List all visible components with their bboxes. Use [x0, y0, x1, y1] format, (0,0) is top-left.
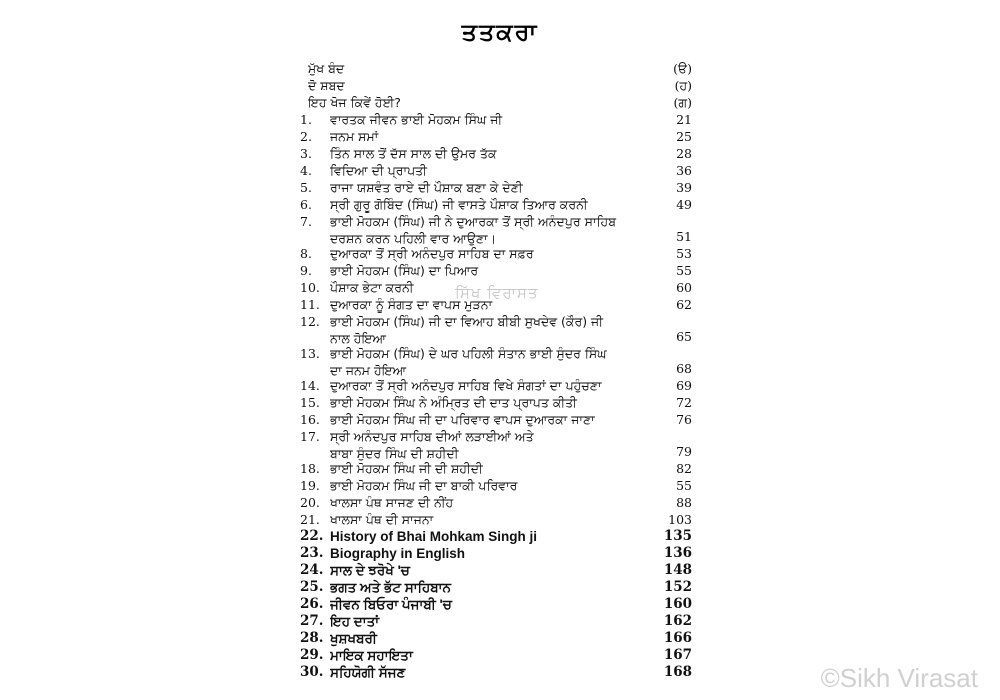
- toc-entry-title: [330, 213, 678, 247]
- toc-entry-page: 135: [663, 528, 692, 544]
- toc-entry-number: 12.: [300, 314, 320, 329]
- page-title: ਤਤਕਰਾ: [461, 18, 539, 46]
- toc-entry-number: 13.: [300, 346, 320, 361]
- toc-entry-title-line: ਖਾਲਸਾ ਪੰਥ ਸਾਜਣ ਦੀ ਨੀਂਹ: [330, 495, 454, 510]
- toc-entry-title: [330, 179, 678, 196]
- toc-entry: [300, 245, 700, 262]
- toc-entry: [300, 60, 700, 77]
- toc-entry: [300, 494, 700, 511]
- toc-entry: [300, 647, 700, 664]
- toc-entry-page: 60: [676, 280, 692, 295]
- toc-entry-title-line: ਦੁਆਰਕਾ ਨੂੰ ਸੰਗਤ ਦਾ ਵਾਪਸ ਮੁੜਨਾ: [330, 297, 493, 312]
- toc-entry: [300, 145, 700, 162]
- toc-entry-number: 24.: [300, 562, 324, 578]
- watermark-copyright: ©Sikh Virasat: [820, 663, 978, 693]
- toc-entry-title: [330, 411, 678, 428]
- toc-entry-title: [330, 545, 678, 562]
- toc-entry: [300, 562, 700, 579]
- toc-entry-title-line: ਮਾਇਕ ਸਹਾਇਤਾ: [330, 648, 413, 663]
- toc-entry-title: [330, 313, 678, 347]
- toc-entry-page: 72: [676, 395, 692, 410]
- toc-entry-page: 55: [676, 263, 692, 278]
- toc-entry-title: [330, 477, 678, 494]
- toc-entry-title-line: ਜੀਵਨ ਬਿਓਰਾ ਪੰਜਾਬੀ 'ਚ: [330, 597, 452, 612]
- toc-entry-number: 25.: [300, 579, 324, 595]
- toc-entry-page: (ੳ): [673, 61, 692, 76]
- toc-entry-page: 167: [663, 647, 692, 663]
- toc-entry-page: 160: [663, 596, 692, 612]
- toc-entry-page: (ਗ): [673, 95, 692, 110]
- toc-entry-title: [330, 664, 678, 681]
- toc-entry-page: 55: [676, 478, 692, 493]
- toc-entry: [300, 545, 700, 562]
- toc-entry-number: 3.: [300, 146, 312, 161]
- toc-entry: [300, 428, 700, 460]
- toc-entry-title: [330, 262, 678, 279]
- toc-entry-title-line: ਭਾਈ ਮੋਹਕਮ ਸਿੰਘ ਜੀ ਦਾ ਪਰਿਵਾਰ ਵਾਪਸ ਦੁਆਰਕਾ ਜਾਣਾ: [330, 412, 595, 427]
- toc-entry-title-line: ਸ੍ਰੀ ਗੁਰੂ ਗੋਬਿੰਦ (ਸਿੰਘ) ਜੀ ਵਾਸਤੇ ਪੌਸ਼ਾਕ ਤਿਆਰ ਕਰਨੀ: [330, 197, 588, 212]
- toc-entry: [300, 196, 700, 213]
- toc-entry-page: 62: [676, 297, 692, 312]
- toc-entry-page: 168: [663, 664, 692, 680]
- toc-entry-title: [330, 579, 678, 596]
- toc-entry: [300, 460, 700, 477]
- toc-entry: [300, 77, 700, 94]
- toc-entry-number: 14.: [300, 378, 320, 393]
- toc-entry-page: 39: [676, 180, 692, 195]
- toc-entry: [300, 377, 700, 394]
- toc-entry-title: [330, 196, 678, 213]
- toc-entry-title: [308, 60, 678, 77]
- toc-entry-number: 21.: [300, 512, 320, 527]
- toc-entry-title: [330, 428, 678, 462]
- toc-entry-title: [330, 111, 678, 128]
- toc-entry-title-line: ਵਿਦਿਆ ਦੀ ਪ੍ਰਾਪਤੀ: [330, 163, 427, 178]
- toc-entry-page: (ਹ): [674, 78, 692, 93]
- toc-entry: [300, 664, 700, 681]
- toc-entry-page: 148: [663, 562, 692, 578]
- toc-entry-number: 26.: [300, 596, 324, 612]
- toc-entry-number: 23.: [300, 545, 324, 561]
- toc-entry-title: [330, 511, 678, 528]
- toc-entry-title-line: ਦਰਸ਼ਨ ਕਰਨ ਪਹਿਲੀ ਵਾਰ ਆਉਣਾ।: [330, 231, 497, 246]
- toc-entry-title: [330, 562, 678, 579]
- toc-entry-page: 136: [663, 545, 692, 561]
- toc-entry-title: [330, 145, 678, 162]
- toc-entry-page: 69: [676, 378, 692, 393]
- toc-entry: [300, 128, 700, 145]
- toc-entry-title-line: ਦੁਆਰਕਾ ਤੋਂ ਸ੍ਰੀ ਅਨੰਦਪੁਰ ਸਾਹਿਬ ਦਾ ਸਫ਼ਰ: [330, 246, 534, 261]
- watermark-center: ਸਿੱਖ ਵਿਰਾਸਤ: [455, 284, 539, 302]
- toc-entry-title: [330, 162, 678, 179]
- toc-entry-title-line: ਸਹਿਯੋਗੀ ਸੱਜਣ: [330, 665, 406, 680]
- toc-entry-number: 2.: [300, 129, 312, 144]
- toc-entry-number: 10.: [300, 280, 320, 295]
- toc-entry-title-line: ਭਾਈ ਮੋਹਕਮ (ਸਿੰਘ) ਦਾ ਪਿਆਰ: [330, 263, 479, 278]
- toc-entry: [300, 579, 700, 596]
- toc-entry-page: 76: [676, 412, 692, 427]
- toc-entry-title-line: ਤਿੰਨ ਸਾਲ ਤੋਂ ਦੱਸ ਸਾਲ ਦੀ ਉਮਰ ਤੱਕ: [330, 146, 497, 161]
- toc-entry-title-line: ਰਾਜਾ ਯਸ਼ਵੰਤ ਰਾਏ ਦੀ ਪੌਸ਼ਾਕ ਬਣਾ ਕੇ ਦੇਣੀ: [330, 180, 523, 195]
- toc-entry-page: 49: [676, 197, 692, 212]
- toc-entry-title-line: ਭਾਈ ਮੋਹਕਮ ਸਿੰਘ ਨੇ ਅੰਮ੍ਰਿਤ ਦੀ ਦਾਤ ਪ੍ਰਾਪਤ ਕੀਤੀ: [330, 395, 577, 410]
- toc-entry-title: [330, 647, 678, 664]
- toc-entry-number: 27.: [300, 613, 324, 629]
- toc-entry-title-line: ਭਾਈ ਮੋਹਕਮ ਸਿੰਘ ਜੀ ਦੀ ਸ਼ਹੀਦੀ: [330, 461, 483, 476]
- toc-entry-title-line: ਦਾ ਜਨਮ ਹੋਇਆ: [330, 363, 407, 378]
- toc-entry-title-line: ਦੋ ਸ਼ਬਦ: [308, 78, 345, 93]
- toc-entry-title-line: ਮੁੱਖ ਬੰਦ: [308, 61, 345, 76]
- toc-entry-page: 51: [676, 229, 692, 244]
- toc-entry-title-line: ਭਾਈ ਮੋਹਕਮ (ਸਿੰਘ) ਜੀ ਨੇ ਦੁਆਰਕਾ ਤੋਂ ਸ੍ਰੀ ਅਨੰਦਪੁਰ ਸਾਹਿਬ: [330, 214, 617, 229]
- toc-entry-number: 20.: [300, 495, 320, 510]
- toc-entry-title-line: ਜਨਮ ਸਮਾਂ: [330, 129, 379, 144]
- toc-entry: [300, 411, 700, 428]
- toc-entry: [300, 262, 700, 279]
- toc-entry-number: 17.: [300, 429, 320, 444]
- toc-entry-number: 18.: [300, 461, 320, 476]
- toc-entry-title: [330, 128, 678, 145]
- toc-entry-title: [330, 460, 678, 477]
- toc-entry-title-line: ਦੁਆਰਕਾ ਤੋਂ ਸ੍ਰੀ ਅਨੰਦਪੁਰ ਸਾਹਿਬ ਵਿਖੇ ਸੰਗਤਾਂ ਦਾ ਪਹੁੰਚਣਾ: [330, 378, 602, 393]
- toc-entry-number: 7.: [300, 214, 312, 229]
- toc-entry-title: [308, 77, 678, 94]
- toc-entry-number: 30.: [300, 664, 324, 680]
- toc-entry-page: 88: [676, 495, 692, 510]
- toc-entry-number: 19.: [300, 478, 320, 493]
- toc-entry: [300, 596, 700, 613]
- toc-entry: [300, 511, 700, 528]
- toc-entry-page: 103: [668, 512, 692, 527]
- toc-entry-number: 11.: [300, 297, 320, 312]
- toc-entry: [300, 630, 700, 647]
- toc-entry-page: 36: [676, 163, 692, 178]
- toc-entry-number: 9.: [300, 263, 312, 278]
- toc-entry-page: 53: [676, 246, 692, 261]
- toc-entry-page: 82: [676, 461, 692, 476]
- toc-entry-title-line: ਬਾਬਾ ਸੁੰਦਰ ਸਿੰਘ ਦੀ ਸ਼ਹੀਦੀ: [330, 446, 459, 461]
- toc-entry-page: 166: [663, 630, 692, 646]
- toc-entry: [300, 111, 700, 128]
- toc-entry: [300, 613, 700, 630]
- toc-entry-number: 6.: [300, 197, 312, 212]
- toc-entry: [300, 394, 700, 411]
- toc-entry: [300, 213, 700, 245]
- toc-entry-number: 22.: [300, 528, 324, 544]
- toc-entry-title-line: ਵਾਰਤਕ ਜੀਵਨ ਭਾਈ ਮੋਹਕਮ ਸਿੰਘ ਜੀ: [330, 112, 503, 127]
- toc-entry-title: [330, 394, 678, 411]
- toc-entry: [300, 477, 700, 494]
- toc-entry-title: [330, 377, 678, 394]
- toc-entry: [300, 313, 700, 345]
- toc-entry-title: [330, 494, 678, 511]
- toc-entry-title-line: ਇਹ ਦਾਤਾਂ: [330, 614, 380, 629]
- toc-entry-number: 28.: [300, 630, 324, 646]
- toc-entry: [300, 179, 700, 196]
- toc-entry-page: 68: [676, 361, 692, 376]
- toc-entry-title: [330, 528, 678, 545]
- toc-entry-title: [330, 613, 678, 630]
- toc-entry-title-line: History of Bhai Mohkam Singh ji: [330, 529, 538, 544]
- toc-entry-number: 1.: [300, 112, 312, 127]
- toc-entry: [300, 162, 700, 179]
- toc-entry-title: [330, 596, 678, 613]
- toc-entry-title-line: Biography in English: [330, 546, 466, 561]
- toc-entry-number: 8.: [300, 246, 312, 261]
- toc-entry-title-line: ਭਗਤ ਅਤੇ ਭੱਟ ਸਾਹਿਬਾਨ: [330, 580, 451, 595]
- toc-entry-title-line: ਪੌਸ਼ਾਕ ਭੇਟਾ ਕਰਨੀ: [330, 280, 414, 295]
- toc-entry-title-line: ਸਾਲ ਦੇ ਝਰੋਖੇ 'ਚ: [330, 563, 410, 578]
- toc-entry: [300, 345, 700, 377]
- toc-entry-number: 29.: [300, 647, 324, 663]
- toc-entry-title-line: ਇਹ ਖੋਜ ਕਿਵੇਂ ਹੋਈ?: [308, 95, 401, 110]
- toc-entry-number: 16.: [300, 412, 320, 427]
- toc-entry-title-line: ਭਾਈ ਮੋਹਕਮ ਸਿੰਘ ਜੀ ਦਾ ਬਾਕੀ ਪਰਿਵਾਰ: [330, 478, 518, 493]
- toc-entry-title-line: ਭਾਈ ਮੋਹਕਮ (ਸਿੰਘ) ਜੀ ਦਾ ਵਿਆਹ ਬੀਬੀ ਸੁਖਦੇਵ (ਕੌਰ) ਜੀ: [330, 314, 603, 329]
- toc-entry-title: [308, 94, 678, 111]
- toc-entry-title-line: ਖੁਸ਼ਖਬਰੀ: [330, 631, 377, 646]
- toc-entry-number: 4.: [300, 163, 312, 178]
- toc-entry-number: 5.: [300, 180, 312, 195]
- toc-entry-page: 152: [663, 579, 692, 595]
- toc-entry-title: [330, 630, 678, 647]
- toc-entry-title-line: ਸ੍ਰੀ ਅਨੰਦਪੁਰ ਸਾਹਿਬ ਦੀਆਂ ਲੜਾਈਆਂ ਅਤੇ: [330, 429, 534, 444]
- toc-entry-title-line: ਭਾਈ ਮੋਹਕਮ (ਸਿੰਘ) ਦੇ ਘਰ ਪਹਿਲੀ ਸੰਤਾਨ ਭਾਈ ਸੁੰਦਰ ਸਿੰਘ: [330, 346, 607, 361]
- toc-entry-number: 15.: [300, 395, 320, 410]
- toc-entry-page: 162: [663, 613, 692, 629]
- toc-entry-page: 25: [676, 129, 692, 144]
- toc-entry: [300, 528, 700, 545]
- toc-entry-page: 28: [676, 146, 692, 161]
- toc-entry-title-line: ਖਾਲਸਾ ਪੰਥ ਦੀ ਸਾਜਨਾ: [330, 512, 434, 527]
- toc-entry-page: 65: [676, 329, 692, 344]
- toc-entry: [300, 94, 700, 111]
- toc-entry-title-line: ਨਾਲ ਹੋਇਆ: [330, 331, 386, 346]
- table-of-contents: [300, 60, 700, 681]
- toc-entry-page: 79: [676, 444, 692, 459]
- toc-entry-title: [330, 245, 678, 262]
- toc-entry-page: 21: [676, 112, 692, 127]
- toc-entry-title: [330, 345, 678, 379]
